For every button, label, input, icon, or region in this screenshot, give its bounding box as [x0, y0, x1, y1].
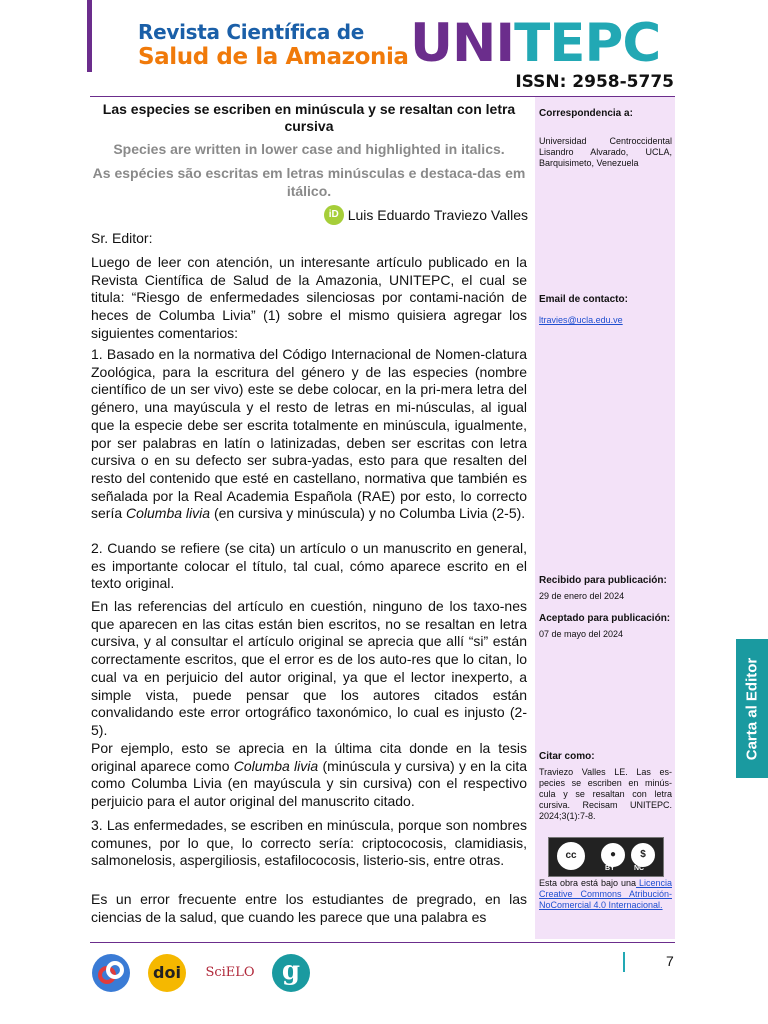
paragraph-2 — [91, 346, 527, 523]
paragraph-5 — [91, 740, 527, 811]
unitepc-logo — [410, 14, 660, 74]
paragraph-2-text-a: 1. Basado en la normativa del Código Internacional de Nomen-clatura Zoológica, para la escritura del género y de las especies (nombre científico de un ser vivo) este se debe colocar, en la pri-mera letra del género, una mayúscula y el resto de letras en mi-núsculas, al igual que la especie debe ser escrita totalmente en minúscula, igualmente, por ser palabras en latín o latinizadas, deben ser escritas con letra cursiva o en su defecto ser subra-yadas, esto para que resalten del resto del contenido que esté en castellano, normativa que también es señalada por la Real Academia Española (RAE) por esto, lo correcto sería — [91, 346, 527, 522]
license-prefix: Esta obra está bajo una — [539, 878, 636, 888]
email-heading: Email de contacto: — [539, 294, 628, 305]
paragraph-4: En las referencias del artículo en cuestión, ninguno de los taxo-nes que aparecen en las citas están bien escritos, no se resaltan en letra cursiva, y al consultar el artículo original se aprecia que allí “si” están correctamente escritos, que el error es de los auto-res que lo citan, lo cual va en perjuicio del autor original, ya que el lector inexperto, a simple vista, puede pensar que los autores citados están convalidando este error ortográfico taxonómico, lo cual es injusto (2-5). — [91, 598, 527, 738]
email-link[interactable]: ltravies@ucla.edu.ve — [539, 315, 623, 325]
journal-name-line2: Salud de la Amazonia — [138, 44, 409, 70]
salutation: Sr. Editor: — [91, 230, 153, 246]
paragraph-5-text-a: Por ejemplo, esto se aprecia en la última cita donde en la tesis original aparece como — [91, 740, 527, 774]
page-number-bar — [623, 952, 625, 972]
paragraph-1: Luego de leer con atención, un interesante artículo publicado en la Revista Científica de Salud de la Amazonia, UNITEPC, el cual se titula: “Riesgo de enfermedades silenciosas por contami-nación de heces de Columba Livia” (1) sobre el mismo quisiera agregar los siguientes comentarios: — [91, 254, 527, 341]
paragraph-7: Es un error frecuente entre los estudiantes de pregrado, en las ciencias de la salud, que cuando les parece que una palabra es — [91, 891, 527, 925]
paragraph-3: 2. Cuando se refiere (se cita) un artículo o un manuscrito en general, es importante colocar el título, tal cual, cómo aparece escrito en el texto original. — [91, 540, 527, 592]
orcid-icon[interactable]: iD — [324, 205, 344, 225]
crossref-icon[interactable] — [92, 954, 130, 992]
accepted-date: 07 de mayo del 2024 — [539, 629, 624, 639]
logo-part-tepc: TEPC — [514, 13, 661, 74]
correspondence-heading: Correspondencia a: — [539, 108, 633, 119]
google-scholar-icon[interactable]: g — [272, 954, 310, 992]
section-tab-label: Carta al Editor — [743, 657, 761, 760]
species-italic: Columba livia — [126, 505, 211, 522]
accepted-heading: Aceptado para publicación: — [539, 613, 671, 624]
received-date: 29 de enero del 2024 — [539, 591, 625, 601]
cc-nc-label: NC — [634, 865, 645, 872]
correspondence-text: Universidad Centroccidental Lisandro Alvarado, UCLA, Barquisimeto, Venezuela — [539, 136, 672, 168]
article-title: Las especies se escriben en minúscula y se resaltan con letra cursiva — [102, 101, 516, 134]
paragraph-2-text-b: (en cursiva y minúscula) y no Columba Livia (2-5). — [210, 505, 526, 522]
cc-icon: cc — [555, 840, 587, 872]
cite-heading: Citar como: — [539, 751, 595, 762]
attribution-icon: ● — [599, 841, 627, 869]
paragraph-5-text-b: (minúscula y cursiva) y en la cita como Columba Livia (en mayúscula y sin cursiva) con el respectivo perjuicio para el autor original del manuscrito citado. — [91, 757, 527, 810]
author-name: Luis Eduardo Traviezo Valles — [347, 207, 528, 223]
journal-name-line1: Revista Científica de — [138, 20, 364, 44]
license-link[interactable]: Licencia Creative Commons Atribución-NoComercial 4.0 Internacional. — [539, 878, 672, 910]
footer-divider — [90, 942, 675, 943]
species-italic-2: Columba livia — [233, 757, 319, 774]
cc-license-badge[interactable] — [548, 837, 664, 877]
scielo-icon[interactable]: SciELO — [205, 965, 255, 980]
license-text — [539, 878, 672, 911]
received-heading: Recibido para publicación: — [539, 575, 667, 586]
header-accent-bar — [87, 0, 92, 72]
cite-text: Traviezo Valles LE. Las es-pecies se escriben en minús-cula y se resaltan con letra cursiva. Recisam UNITEPC. 2024;3(1):7-8. — [539, 767, 672, 821]
logo-part-uni: UNI — [410, 13, 515, 74]
paragraph-6: 3. Las enfermedades, se escriben en minúscula, porque son nombres comunes, por lo que, lo correcto sería: criptococosis, clamidiasis, salmonelosis, aspergiliosis, estafilococosis, listerio-sis, entre otras. — [91, 817, 527, 869]
noncommercial-icon: $ — [629, 841, 657, 869]
article-title-portuguese: As espécies são escritas em letras minúsculas e destaca-das em itálico. — [92, 165, 526, 199]
cc-by-label: BY — [605, 865, 615, 872]
article-title-english: Species are written in lower case and highlighted in italics. — [113, 141, 505, 157]
doi-icon[interactable]: doi — [148, 954, 186, 992]
issn: ISSN: 2958-5775 — [515, 72, 674, 92]
section-tab — [736, 639, 768, 778]
author-line — [324, 205, 528, 225]
page-number: 7 — [666, 953, 674, 969]
